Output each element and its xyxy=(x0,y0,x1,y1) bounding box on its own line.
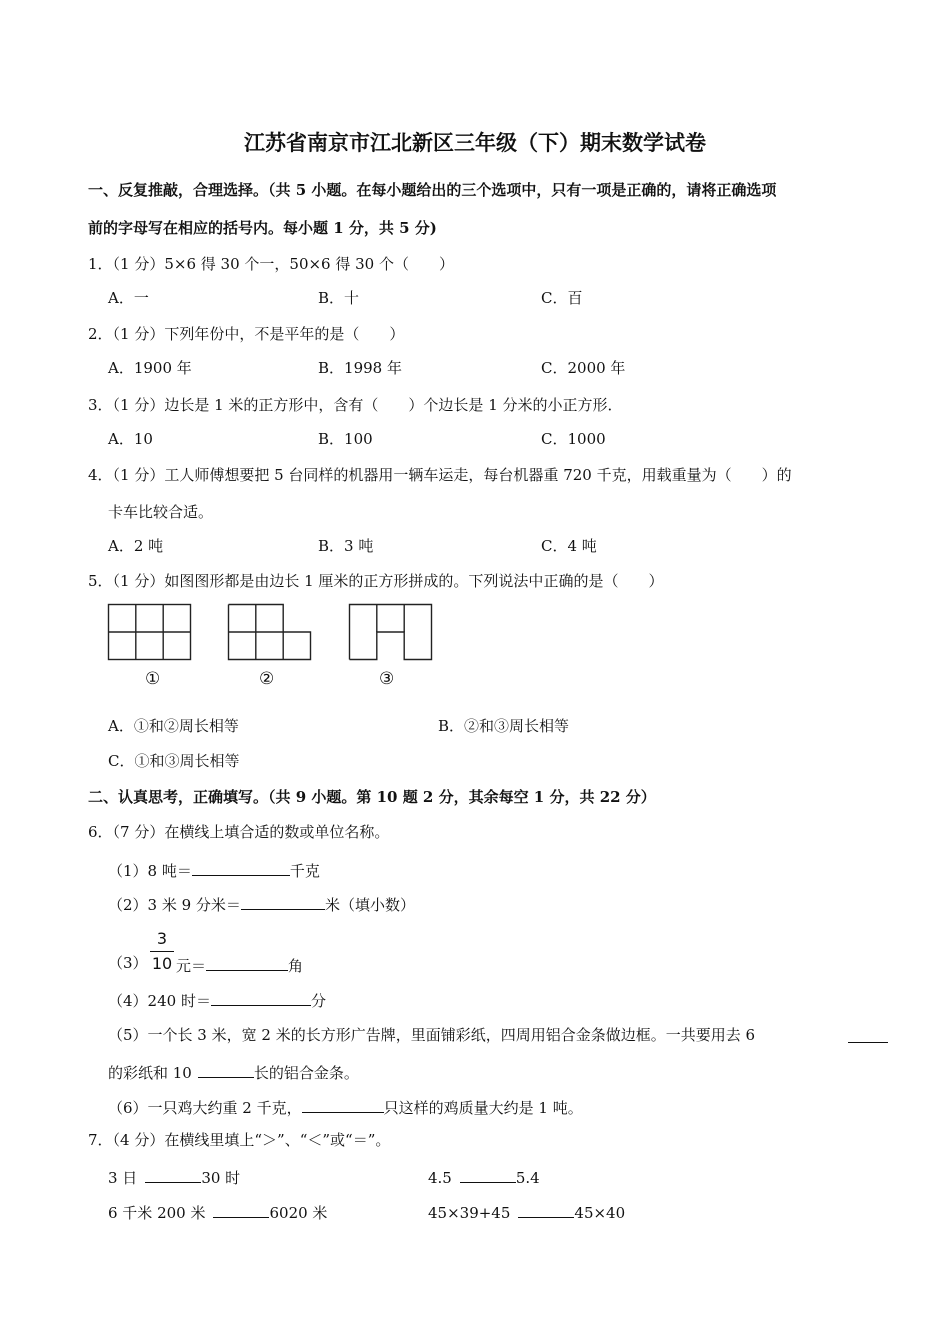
section1-heading-line1: 一、反复推敲，合理选择。（共 5 小题。在每小题给出的三个选项中，只有一项是正确的，请将正确选项 xyxy=(88,181,777,199)
q7-item-2-blank[interactable] xyxy=(460,1168,516,1183)
q3-stem: 3．（1 分）边长是 1 米的正方形中，含有（ ）个边长是 1 分米的小正方形． xyxy=(88,396,623,414)
q1-option-c: C．百 xyxy=(541,289,583,307)
page-title: 江苏省南京市江北新区三年级（下）期末数学试卷 xyxy=(244,130,706,155)
q3-option-a: A．10 xyxy=(108,430,153,448)
q6-part3-prefix: （3） xyxy=(108,954,148,972)
q6-part4-suffix: 分 xyxy=(310,992,326,1010)
q2-option-a: A．1900 年 xyxy=(108,359,192,377)
q6-part3-numerator: 3 xyxy=(156,929,168,948)
q2-option-c: C．2000 年 xyxy=(541,359,626,377)
q6-part2 xyxy=(108,895,415,913)
q7-item-1-right: 30 时 xyxy=(201,1169,241,1187)
q1-stem: 1．（1 分）5×6 得 30 个一，50×6 得 30 个（ ） xyxy=(88,255,454,273)
q6-part5-line2-suffix: 长的铝合金条。 xyxy=(253,1064,359,1082)
figure-1-label: ① xyxy=(145,669,161,689)
q4-stem-continued: 卡车比较合适。 xyxy=(108,503,214,521)
q7-item-1 xyxy=(108,1168,240,1186)
q6-part1-blank[interactable] xyxy=(192,861,290,876)
q7-item-4-left: 45×39+45 xyxy=(428,1204,511,1222)
q5-option-b: B．②和③周长相等 xyxy=(438,717,570,735)
q7-item-1-blank[interactable] xyxy=(145,1168,201,1183)
q6-part4-blank[interactable] xyxy=(211,991,311,1006)
q5-option-c: C．①和③周长相等 xyxy=(108,752,240,770)
q6-part1 xyxy=(108,861,320,879)
q6-part3-fraction-bar xyxy=(150,951,174,952)
q6-part5-line2-prefix: 的彩纸和 10 xyxy=(108,1064,192,1082)
q6-part6-blank[interactable] xyxy=(302,1098,384,1113)
q4-option-b: B．3 吨 xyxy=(318,537,374,555)
q7-item-2-left: 4.5 xyxy=(428,1169,452,1187)
figure-2-grid xyxy=(227,603,313,661)
q6-part1-suffix: 千克 xyxy=(289,862,320,880)
q6-part2-suffix: 米（填小数） xyxy=(324,896,415,914)
q6-part1-prefix: （1）8 吨＝ xyxy=(108,862,192,880)
q5-stem: 5．（1 分）如图图形都是由边长 1 厘米的正方形拼成的。下列说法中正确的是（ ） xyxy=(88,572,664,590)
q6-part6-suffix: 只这样的鸡质量大约是 1 吨。 xyxy=(383,1099,583,1117)
q7-item-3 xyxy=(108,1203,327,1221)
section1-heading-line2: 前的字母写在相应的括号内。每小题 1 分，共 5 分) xyxy=(88,219,437,237)
q6-stem: 6．（7 分）在横线上填合适的数或单位名称。 xyxy=(88,823,390,841)
q7-item-2-right: 5.4 xyxy=(515,1169,540,1187)
q6-part5-line2 xyxy=(108,1063,359,1081)
q4-option-a: A．2 吨 xyxy=(108,537,164,555)
figure-3-grid xyxy=(348,603,434,661)
q6-part3-denominator: 10 xyxy=(151,954,173,973)
q6-part2-prefix: （2）3 米 9 分米＝ xyxy=(108,896,241,914)
q7-item-4-blank[interactable] xyxy=(518,1203,574,1218)
q4-stem: 4．（1 分）工人师傅想要把 5 台同样的机器用一辆车运走，每台机器重 720 千克，用载重量为（ ）的 xyxy=(88,466,792,484)
section2-heading: 二、认真思考，正确填写。（共 9 小题。第 10 题 2 分，其余每空 1 分，共 22 分） xyxy=(88,788,656,806)
q6-part6 xyxy=(108,1098,583,1116)
q6-part3 xyxy=(176,956,303,974)
q7-item-3-blank[interactable] xyxy=(213,1203,269,1218)
figure-1-grid xyxy=(107,603,193,661)
q6-part5-text: （5）一个长 3 米，宽 2 米的长方形广告牌，里面铺彩纸，四周用铝合金条做边框。一共要用去 6 xyxy=(108,1026,756,1044)
q2-option-b: B．1998 年 xyxy=(318,359,402,377)
q7-item-1-left: 3 日 xyxy=(108,1169,138,1187)
figure-2-label: ② xyxy=(259,669,275,689)
q5-option-a: A．①和②周长相等 xyxy=(108,717,239,735)
q6-part6-prefix: （6）一只鸡大约重 2 千克， xyxy=(108,1099,302,1117)
q7-stem: 7．（4 分）在横线里填上“＞”、“＜”或“＝”。 xyxy=(88,1131,391,1149)
q6-part5-line1 xyxy=(108,1028,755,1043)
q7-item-3-left: 6 千米 200 米 xyxy=(108,1204,206,1222)
q6-part5-blank-2[interactable] xyxy=(198,1063,254,1078)
q7-item-4-right: 45×40 xyxy=(574,1204,626,1222)
q6-part3-blank[interactable] xyxy=(206,956,288,971)
q1-option-b: B．十 xyxy=(318,289,360,307)
q6-part3-suffix: 角 xyxy=(288,957,304,975)
q2-stem: 2．（1 分）下列年份中，不是平年的是（ ） xyxy=(88,325,405,343)
q1-option-a: A．一 xyxy=(108,289,149,307)
figure-3-label: ③ xyxy=(379,669,395,689)
q6-part4 xyxy=(108,991,326,1009)
q7-item-2 xyxy=(428,1168,540,1186)
q7-item-3-right: 6020 米 xyxy=(269,1204,328,1222)
q3-option-b: B．100 xyxy=(318,430,373,448)
q6-part5-blank-1[interactable] xyxy=(848,1028,888,1046)
q4-option-c: C．4 吨 xyxy=(541,537,597,555)
q6-part3-mid: 元＝ xyxy=(176,957,207,975)
q7-item-4 xyxy=(428,1203,625,1221)
q6-part4-prefix: （4）240 时＝ xyxy=(108,992,211,1010)
q3-option-c: C．1000 xyxy=(541,430,606,448)
q6-part2-blank[interactable] xyxy=(241,895,325,910)
